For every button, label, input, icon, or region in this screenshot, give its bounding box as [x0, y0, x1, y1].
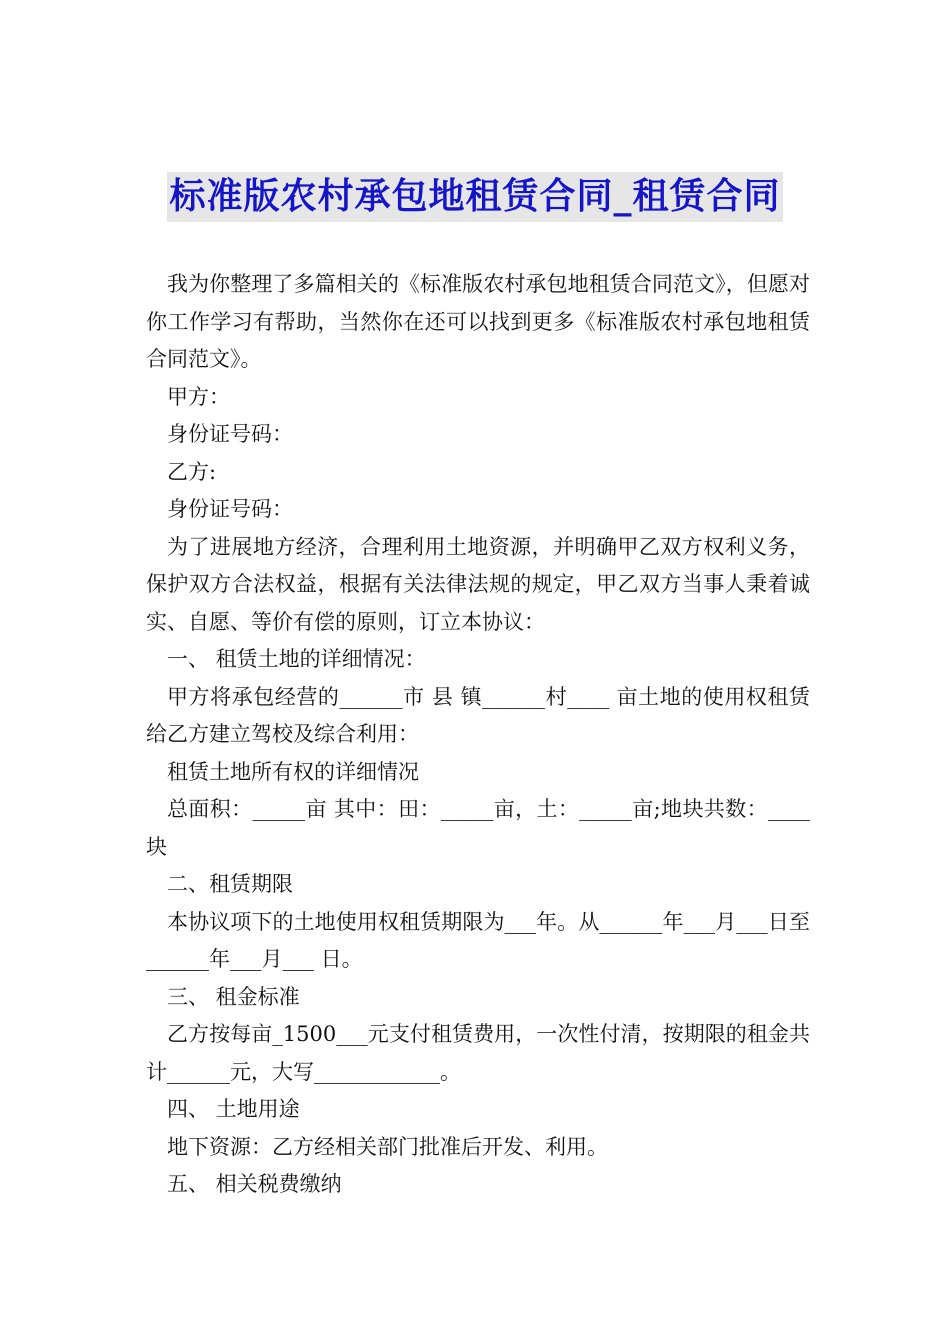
section-heading-rent: 三、 租金标准: [167, 984, 300, 1009]
paragraph-ownership: 租赁土地所有权的详细情况: [167, 759, 419, 784]
paragraph-purpose: 为了进展地方经济，合理利用土地资源，并明确甲乙双方权利义务，保护双方合法权益，根据有关法律法规的规定，甲乙双方当事人秉着诚实、自愿、等价有偿的原则，订立本协议：: [146, 534, 810, 634]
paragraph-area: 总面积：_____亩 其中：田：_____亩，土：_____亩;地块共数：____块: [146, 797, 810, 859]
paragraph-party-b-id: 身份证号码：: [167, 497, 293, 521]
paragraph-party-b: 乙方:: [167, 459, 217, 484]
document-title-text: 标准版农村承包地租赁合同_租赁合同: [167, 172, 782, 222]
document-body: [146, 266, 810, 1204]
section-heading-land-use: 四、 土地用途: [167, 1097, 300, 1121]
paragraph-party-a: 甲方：: [167, 384, 230, 409]
document-title: [0, 172, 950, 232]
section-heading-land-details: 一、 租赁土地的详细情况：: [167, 647, 426, 671]
section-heading-taxes: 五、 相关税费缴纳: [167, 1172, 342, 1196]
section-heading-term: 二、租赁期限: [167, 872, 293, 896]
paragraph-land-lease: 甲方将承包经营的______市 县 镇______村____ 亩土地的使用权租赁给乙方建立驾校及综合利用：: [146, 684, 810, 746]
paragraph-intro: 我为你整理了多篇相关的《标准版农村承包地租赁合同范文》，但愿对你工作学习有帮助，当然你在还可以找到更多《标准版农村承包地租赁合同范文》。: [146, 272, 810, 371]
paragraph-party-a-id: 身份证号码：: [167, 422, 293, 446]
paragraph-rent: 乙方按每亩_1500___元支付租赁费用，一次性付清，按期限的租金共计______元，大写____________。: [146, 1022, 810, 1084]
paragraph-underground-resources: 地下资源：乙方经相关部门批准后开发、利用。: [167, 1134, 608, 1159]
paragraph-term: 本协议项下的土地使用权租赁期限为___年。从______年___月___日至______年___月___ 日。: [146, 909, 810, 971]
